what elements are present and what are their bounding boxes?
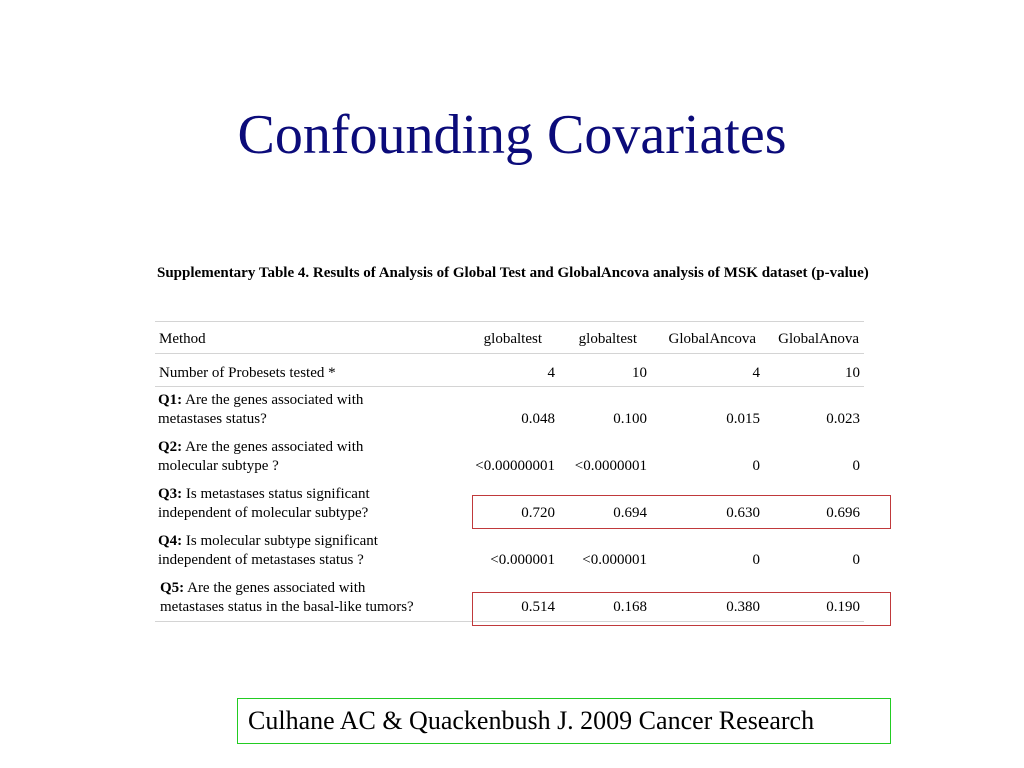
- question-5: [160, 579, 460, 617]
- question-1-line2: metastases status?: [158, 411, 267, 427]
- header-method: Method: [159, 331, 206, 347]
- question-1-line1: Are the genes associated with: [185, 392, 364, 408]
- question-4-line2: independent of metastases status ?: [158, 552, 364, 568]
- question-3-line2: independent of molecular subtype?: [158, 505, 369, 521]
- q5-col2: 0.168: [613, 599, 647, 615]
- question-4: [158, 532, 458, 570]
- question-4-line1: Is molecular subtype significant: [185, 533, 378, 549]
- header-col4: GlobalAnova: [778, 331, 859, 347]
- question-2-line1: Are the genes associated with: [185, 439, 364, 455]
- q4-col3: 0: [752, 552, 760, 568]
- question-5-line2: metastases status in the basal-like tumors?: [160, 599, 414, 615]
- table-rule-probesets: [155, 386, 864, 387]
- q4-col1: <0.000001: [490, 552, 555, 568]
- q1-col1: 0.048: [521, 411, 555, 427]
- question-1-id: Q1:: [158, 392, 183, 408]
- header-col2: globaltest: [578, 331, 637, 347]
- question-3-id: Q3:: [158, 486, 183, 502]
- q1-col4: 0.023: [826, 411, 860, 427]
- table-caption: Supplementary Table 4. Results of Analysis of Global Test and GlobalAncova analysis of MSK dataset (p-value): [157, 265, 869, 281]
- q5-col1: 0.514: [521, 599, 555, 615]
- q5-col3: 0.380: [726, 599, 760, 615]
- question-1: [158, 391, 458, 429]
- header-col3: GlobalAncova: [668, 331, 756, 347]
- question-2: [158, 438, 458, 476]
- probesets-col2: 10: [632, 365, 647, 381]
- q3-col3: 0.630: [726, 505, 760, 521]
- q3-col1: 0.720: [521, 505, 555, 521]
- q1-col3: 0.015: [726, 411, 760, 427]
- q1-col2: 0.100: [613, 411, 647, 427]
- question-3-line1: Is metastases status significant: [185, 486, 370, 502]
- q4-col4: 0: [852, 552, 860, 568]
- q2-col2: <0.0000001: [574, 458, 647, 474]
- table-rule-header: [155, 353, 864, 354]
- header-col1: globaltest: [483, 331, 542, 347]
- probesets-col1: 4: [547, 365, 555, 381]
- q5-col4: 0.190: [826, 599, 860, 615]
- question-5-id: Q5:: [160, 580, 185, 596]
- q4-col2: <0.000001: [582, 552, 647, 568]
- probesets-col4: 10: [845, 365, 860, 381]
- citation-box: Culhane AC & Quackenbush J. 2009 Cancer Research: [237, 698, 891, 744]
- probesets-col3: 4: [752, 365, 760, 381]
- question-3: [158, 485, 458, 523]
- slide-title: Confounding Covariates: [237, 104, 787, 166]
- q3-col4: 0.696: [826, 505, 860, 521]
- q2-col1: <0.00000001: [475, 458, 555, 474]
- question-2-line2: molecular subtype ?: [158, 458, 279, 474]
- question-2-id: Q2:: [158, 439, 183, 455]
- q3-col2: 0.694: [613, 505, 647, 521]
- table-rule-top: [155, 321, 864, 322]
- q2-col4: 0: [852, 458, 860, 474]
- question-5-line1: Are the genes associated with: [187, 580, 366, 596]
- q2-col3: 0: [752, 458, 760, 474]
- probesets-label: Number of Probesets tested *: [159, 365, 336, 381]
- question-4-id: Q4:: [158, 533, 183, 549]
